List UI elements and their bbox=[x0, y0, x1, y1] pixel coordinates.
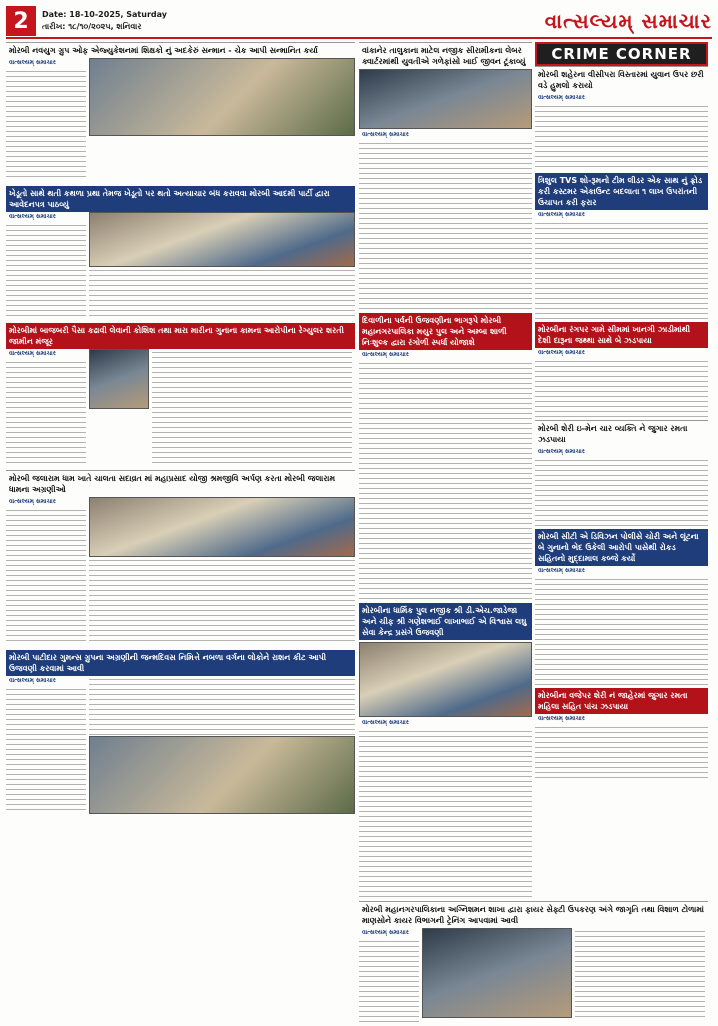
story-text bbox=[359, 360, 532, 600]
byline: વાત્સલ્યમ્ સમાચાર bbox=[538, 349, 585, 356]
story-text bbox=[6, 686, 86, 814]
page-body bbox=[6, 42, 712, 1026]
byline: વાત્સલ્યમ્ સમાચાર bbox=[9, 498, 56, 505]
story-text bbox=[535, 576, 708, 686]
story-headline: ખેડૂતો સાથે થતી કથળા પ્રથા તેમજ ખેડૂતો પર થતો અત્યાચાર બંધ કરાવવા મોરબી આદમી પાર્ટી દ્વારા આવેદનપત્ર પાઠવ્યું bbox=[6, 186, 355, 212]
story-jalaram-dham bbox=[6, 470, 355, 647]
story-headline: મોરબી નવયુગ ગ્રુપ ઓફ એજ્યુકેશનમાં શિક્ષકો નું અદકેરું સન્માન - ચેક આપી સન્માનિત કર્યા bbox=[6, 42, 355, 58]
story-text bbox=[359, 728, 532, 898]
story-headline: મોરબી મહાનગરપાલિકાના અગ્નિશમન શાખા દ્વારા ફાયર સેફ્ટી ઉપકરણ અંગે જાગૃતિ તથા વિશાળ ટોળામાં માણસોને કાયર વિભાગની ટ્રેનિંગ આપવામાં આવી bbox=[359, 901, 708, 928]
story-text bbox=[535, 724, 708, 779]
story-text bbox=[152, 349, 352, 464]
photo-ration-kit bbox=[89, 736, 355, 814]
date-line: Date: 18-10-2025, Saturday bbox=[42, 10, 167, 19]
byline: વાત્સલ્યમ્ સમાચાર bbox=[9, 677, 56, 684]
story-headline: મોરબીના રંગપર ગામે સીમમાં ખાનગી ઝાડીમાંથી દેશી દારૂના જથ્થા સાથે બે ઝડપાયા bbox=[535, 322, 708, 348]
story-headline: વાંકાનેર તાલુકાના માટેલ નજીક સીરામીકના લેબર ક્વાર્ટરમાંથી યુવતીએ ગળેફાંસો ખાઈ જીવન ટૂંકાવ્યું bbox=[359, 42, 532, 69]
byline: વાત્સલ્યમ્ સમાચાર bbox=[538, 448, 585, 455]
byline: વાત્સલ્યમ્ સમાચાર bbox=[362, 351, 409, 358]
left-column bbox=[6, 42, 355, 1026]
photo-aap-memorandum bbox=[89, 212, 355, 267]
photo-advocate bbox=[89, 349, 149, 409]
story-headline: મોરબી સીટી એ ડિવિઝન પોલીસે ચોરી અને લૂંટના બે ગુનાનો ભેદ ઉકેલી આરોપી પાસેથી રોકડ સહિતનો મુદ્દામાલ કબ્જે કર્યો bbox=[535, 529, 708, 566]
story-text bbox=[359, 140, 532, 310]
date-line-gujarati: તારીખ: ૧૮/૧૦/૨૦૨૫, શનિવાર bbox=[42, 22, 142, 31]
story-text bbox=[535, 358, 708, 418]
right-column bbox=[535, 42, 708, 898]
crime-corner-banner: CRIME CORNER bbox=[535, 42, 708, 66]
date-block bbox=[42, 9, 167, 33]
right-half bbox=[359, 42, 708, 1026]
brand-logo: વાત્સલ્યમ્ સમાચાર bbox=[544, 9, 712, 33]
story-headline: મોરબી પાટીદાર ગુમન્સ ગ્રુપના અગ્રણીની જન્મદિવસ નિમિત્તે નબળા વર્ગના લોકોને રાશન કીટ આપી ઉજવણી કરવામાં આવી bbox=[6, 650, 355, 676]
story-text bbox=[359, 938, 419, 1023]
byline: વાત્સલ્યમ્ સમાચાર bbox=[538, 94, 585, 101]
story-text bbox=[6, 222, 86, 317]
story-text bbox=[575, 928, 705, 1020]
story-headline: મોરબીમાં બાજબરી પૈસા કઢાવી લેવાની કોશિશ તથા મારા મારીના ગુનાના કામના આરોપીના રેગ્યુલર શરતી જામીન મંજૂર bbox=[6, 323, 355, 349]
story-text bbox=[6, 507, 86, 644]
masthead bbox=[6, 5, 712, 39]
story-navyug bbox=[6, 42, 355, 183]
byline: વાત્સલ્યમ્ સમાચાર bbox=[9, 350, 56, 357]
byline: વાત્સલ્યમ્ સમાચાર bbox=[9, 213, 56, 220]
byline: વાત્સલ્યમ્ સમાચાર bbox=[538, 567, 585, 574]
story-headline: દિવાળીના પર્વની ઉજવણીના ભાગરૂપે મોરબી મહાનગરપાલિકા મયુર પુલ અને અમ્બા શાળી નિઃશુલ્ક દ્વારા રંગોળી સ્પર્ધા યોજાશે bbox=[359, 313, 532, 350]
story-text bbox=[89, 557, 355, 642]
photo-labour-quarters bbox=[359, 69, 532, 129]
story-patidar-women bbox=[6, 650, 355, 818]
story-headline: મોરબી શહેરના વીસીપરા વિસ્તારમાં યુવાન ઉપર છરી વડે હુમલો કરાયો bbox=[535, 66, 708, 93]
photo-felicitation bbox=[89, 58, 355, 136]
story-text bbox=[6, 68, 86, 178]
story-text bbox=[6, 359, 86, 464]
photo-seva-kendra bbox=[359, 642, 532, 717]
story-headline: ત્રિશુલ TVS શો-રૂમનો ટીમ લીડર એક સાથ નું ફ્રોડ કરી કસ્ટમર એકાઉન્ટ બદલાતા ૧ લાખ ઉપરાંતની ઉચાપત કરી ફરાર bbox=[535, 173, 708, 210]
story-headline: મોરબીના વજેપર શેરી નં જાહેરમાં જુગાર રમતા મહિલા સહિત પાંચ ઝડપાયા bbox=[535, 688, 708, 714]
photo-fire-training bbox=[422, 928, 572, 1018]
byline: વાત્સલ્યમ્ સમાચાર bbox=[362, 929, 409, 936]
story-headline: મોરબી જલારામ ધામ ખાતે ચાલતા સદાવ્રત માં મહાપ્રસાદ યોજી શ્રમજીવિ અર્પણ કરતા મોરબી જલારામ ધામના અગ્રણીઓ bbox=[6, 470, 355, 497]
byline: વાત્સલ્યમ્ સમાચાર bbox=[538, 211, 585, 218]
photo-mahaprasad bbox=[89, 497, 355, 557]
byline: વાત્સલ્યમ્ સમાચાર bbox=[538, 715, 585, 722]
story-text bbox=[89, 676, 355, 736]
story-headline: મોરબી શેરી ઇ-મેન ચાર વ્યક્તિ ને જુગાર રમતા ઝડપાયા bbox=[535, 420, 708, 447]
byline: વાત્સલ્યમ્ સમાચાર bbox=[362, 131, 409, 138]
page-number: 2 bbox=[6, 6, 36, 36]
story-text bbox=[535, 457, 708, 527]
story-bail bbox=[6, 323, 355, 467]
story-text bbox=[89, 267, 355, 317]
middle-column bbox=[359, 42, 532, 898]
story-headline: મોરબીના ધાર્મિક પુલ નજીક શ્રી ડી.એચ.જાડેજા અને ચીફ શ્રી ગણેશભાઈ લાખાભાઈ એ વિશ્વાસ લઘુ સેવા કેન્દ્ર પ્રસંગે ઉજવણી bbox=[359, 603, 532, 640]
story-text bbox=[535, 103, 708, 171]
byline: વાત્સલ્યમ્ સમાચાર bbox=[9, 59, 56, 66]
story-text bbox=[535, 220, 708, 320]
byline: વાત્સલ્યમ્ સમાચાર bbox=[362, 719, 409, 726]
story-aap-memorandum bbox=[6, 186, 355, 320]
bottom-fire-story bbox=[359, 901, 708, 1026]
